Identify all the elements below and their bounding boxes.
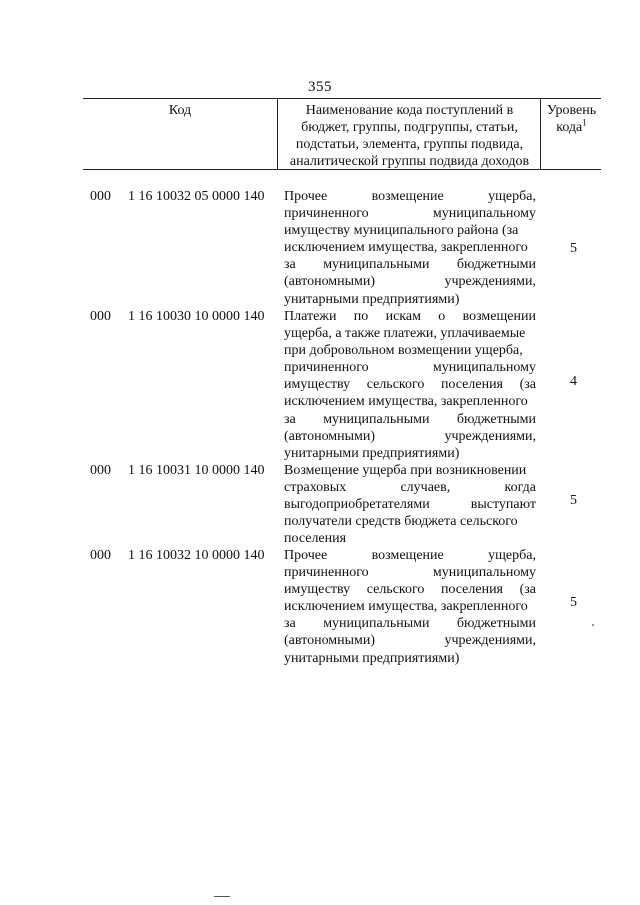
income-name-line — [284, 650, 536, 667]
income-name-word: ущерба, — [488, 548, 536, 563]
income-name-word: имуществу — [284, 582, 351, 598]
income-name-word: муниципальными — [323, 616, 430, 632]
income-name-word: о — [438, 309, 446, 324]
income-name — [284, 547, 536, 667]
income-name-word: возмещение — [371, 189, 444, 204]
income-name-word: страховых — [284, 480, 347, 496]
income-name-word: унитарными предприятиями) — [284, 291, 460, 307]
income-name-word: поселения — [440, 582, 504, 598]
income-name-line — [284, 393, 536, 410]
income-name — [284, 188, 536, 308]
header-name — [279, 99, 541, 169]
income-name-line — [284, 325, 536, 342]
income-name-word: имуществу муниципального района (за — [284, 223, 519, 239]
admin-code: 000 — [90, 309, 111, 324]
header-level-label: кода — [556, 120, 583, 135]
income-name-line — [284, 308, 536, 325]
income-name-word: бюджетными — [456, 257, 536, 273]
income-name-word: ущерба, а также платежи, уплачиваемые — [284, 326, 526, 342]
income-name-word: получатели средств бюджета сельского — [284, 514, 518, 530]
income-name-word: муниципальному — [432, 565, 536, 581]
admin-code: 000 — [90, 189, 111, 204]
income-name-line — [284, 256, 536, 273]
header-level-line2 — [542, 119, 601, 136]
income-name-word: сельского — [366, 377, 425, 393]
income-name-word: (автономными) — [284, 428, 376, 444]
income-name-line — [284, 513, 536, 530]
income-name-line — [284, 273, 536, 290]
income-name-word: возмещение — [371, 548, 444, 563]
income-name-word: муниципальному — [432, 360, 536, 376]
income-name-word: Прочее — [284, 189, 328, 204]
income-name-line — [284, 564, 536, 581]
page-number: 355 — [308, 79, 332, 95]
income-name-word: (автономными) — [284, 633, 376, 649]
admin-code: 000 — [90, 548, 111, 563]
code-level: 5 — [570, 493, 577, 508]
scan-artifact — [214, 896, 230, 897]
code-level: 4 — [570, 374, 577, 389]
admin-code: 000 — [90, 463, 111, 478]
income-name-word: муниципальному — [432, 206, 536, 222]
income-name-word: (за — [519, 582, 536, 598]
income-name-word: Возмещение ущерба при возникновении — [284, 463, 527, 478]
header-level-line1: Уровень — [546, 103, 597, 118]
header-level-footnote: 1 — [582, 117, 587, 128]
income-name-word: поселения — [284, 531, 347, 547]
income-name-line — [284, 462, 536, 479]
income-name-word: выступают — [470, 497, 536, 513]
income-name-line — [284, 291, 536, 308]
income-name-word: за — [284, 411, 296, 427]
income-name-word: сельского — [366, 582, 425, 598]
table-header — [83, 98, 601, 170]
income-name-word: муниципальными — [323, 411, 430, 427]
income-code: 1 16 10032 05 0000 140 — [128, 189, 265, 204]
income-name-word: причиненного — [284, 206, 369, 222]
header-name-line: подстатьи, элемента, группы подвида, — [295, 137, 524, 152]
income-name-word: за — [284, 616, 296, 632]
income-name-word: исключением имущества, закрепленного — [284, 240, 528, 256]
income-name-word: исключением имущества, закрепленного — [284, 394, 528, 410]
income-name-word: поселения — [440, 377, 504, 393]
income-name-word: случаев, — [400, 480, 451, 496]
income-name-word: за — [284, 257, 296, 273]
income-name-word: бюджетными — [456, 411, 536, 427]
income-name-word: муниципальными — [323, 257, 430, 273]
income-name-line — [284, 428, 536, 445]
income-name-word: при добровольном возмещении ущерба, — [284, 343, 523, 359]
income-code: 1 16 10031 10 0000 140 — [128, 463, 265, 478]
income-name-line — [284, 359, 536, 376]
income-name-word: унитарными предприятиями) — [284, 650, 460, 666]
income-name-word: имуществу — [284, 377, 351, 393]
income-name-line — [284, 188, 536, 205]
income-name-word: исключением имущества, закрепленного — [284, 599, 528, 615]
income-name-word: учреждениями, — [444, 428, 536, 444]
income-name-word: выгодоприобретателями — [284, 497, 430, 513]
income-name-word: унитарными предприятиями) — [284, 445, 460, 461]
income-name-word: причиненного — [284, 565, 369, 581]
income-name-word: возмещении — [462, 309, 536, 324]
income-name-line — [284, 342, 536, 359]
header-code-label: Код — [168, 103, 192, 118]
income-name-line — [284, 496, 536, 513]
income-code: 1 16 10030 10 0000 140 — [128, 309, 265, 324]
income-name-line — [284, 479, 536, 496]
income-name-word: бюджетными — [456, 616, 536, 632]
income-name-line — [284, 239, 536, 256]
income-name-line — [284, 615, 536, 632]
header-name-line: бюджет, группы, подгруппы, статьи, — [301, 120, 518, 135]
header-code — [83, 99, 278, 169]
income-name-line — [284, 632, 536, 649]
income-name-word: Прочее — [284, 548, 328, 563]
income-name-line — [284, 445, 536, 462]
income-name-line — [284, 581, 536, 598]
income-name-word: причиненного — [284, 360, 369, 376]
income-name-word: учреждениями, — [444, 633, 536, 649]
income-name-word: Платежи — [284, 309, 337, 324]
income-name-word: когда — [504, 480, 536, 496]
scan-artifact — [592, 624, 594, 626]
header-name-line: Наименование кода поступлений в — [305, 103, 514, 118]
header-level — [542, 99, 601, 169]
income-code: 1 16 10032 10 0000 140 — [128, 548, 265, 563]
income-name-line — [284, 598, 536, 615]
income-name-line — [284, 205, 536, 222]
header-name-line: аналитической группы подвида доходов — [289, 154, 530, 169]
income-name-word: учреждениями, — [444, 274, 536, 290]
income-name-line — [284, 411, 536, 428]
income-name-word: (автономными) — [284, 274, 376, 290]
income-name — [284, 308, 536, 462]
income-name-line — [284, 530, 536, 547]
income-name-line — [284, 222, 536, 239]
income-name-word: по — [353, 309, 369, 324]
code-level: 5 — [570, 241, 577, 256]
code-level: 5 — [570, 595, 577, 610]
income-name-line — [284, 376, 536, 393]
income-name-word: (за — [519, 377, 536, 393]
income-name-word: ущерба, — [488, 189, 536, 204]
income-name-line — [284, 547, 536, 564]
income-name — [284, 462, 536, 547]
income-name-word: искам — [385, 309, 421, 324]
